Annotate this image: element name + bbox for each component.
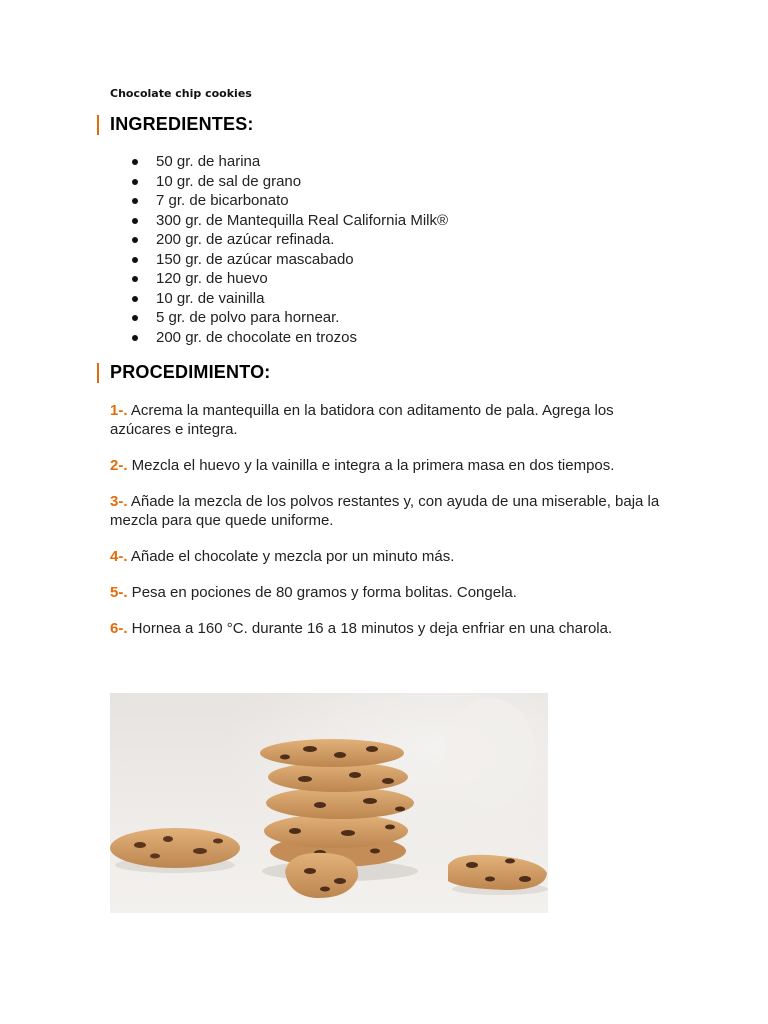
procedure-heading-text: PROCEDIMIENTO: (110, 362, 271, 382)
ingredient-item (132, 172, 448, 192)
ingredients-heading-text: INGREDIENTES: (110, 114, 254, 134)
heading-accent-bar (97, 115, 99, 135)
ingredient-item (132, 328, 448, 348)
ingredient-item (132, 269, 448, 289)
bullet-icon (132, 335, 138, 341)
bullet-icon (132, 159, 138, 165)
ingredient-text: 50 gr. de harina (156, 153, 261, 170)
step-text: Mezcla el huevo y la vainilla e integra a la primera masa en dos tiempos. (127, 457, 615, 474)
bullet-icon (132, 296, 138, 302)
bullet-icon (132, 276, 138, 282)
procedure-step (110, 456, 670, 475)
procedure-step (110, 547, 670, 566)
procedure-step (110, 619, 670, 638)
ingredient-text: 10 gr. de vainilla (156, 289, 265, 307)
cookies-photo (110, 693, 548, 913)
step-text: Hornea a 160 °C. durante 16 a 18 minutos y deja enfriar en una charola. (127, 620, 613, 637)
ingredient-item (132, 191, 448, 211)
step-number: 2-. (110, 457, 128, 474)
cookies-illustration (110, 693, 548, 913)
ingredient-item (132, 289, 448, 309)
step-number: 5-. (110, 584, 128, 601)
ingredient-item (132, 211, 448, 231)
step-number: 1-. (110, 402, 128, 419)
step-text: Añade la mezcla de los polvos restantes y, con ayuda de una miserable, baja la mezcla para que quede uniforme. (110, 493, 660, 529)
step-number: 6-. (110, 620, 128, 637)
ingredient-text: 200 gr. de azúcar refinada. (156, 231, 335, 248)
ingredient-text: 150 gr. de azúcar mascabado (156, 250, 354, 268)
ingredients-list (132, 152, 448, 347)
bullet-icon (132, 315, 138, 321)
ingredient-item (132, 230, 448, 250)
procedure-step (110, 583, 670, 602)
step-text: Acrema la mantequilla en la batidora con aditamento de pala. Agrega los azúcares e integra. (110, 402, 614, 438)
ingredient-text: 200 gr. de chocolate en trozos (156, 328, 357, 346)
step-text: Pesa en pociones de 80 gramos y forma bolitas. Congela. (127, 584, 517, 601)
ingredient-text: 120 gr. de huevo (156, 270, 268, 287)
ingredient-item (132, 308, 448, 328)
procedure-step (110, 401, 670, 439)
procedure-heading (97, 362, 270, 383)
step-text: Añade el chocolate y mezcla por un minuto más. (127, 548, 455, 565)
ingredient-text: 5 gr. de polvo para hornear. (156, 309, 340, 326)
ingredients-heading (97, 114, 254, 135)
procedure-steps (110, 401, 670, 638)
step-number: 4-. (110, 548, 128, 565)
ingredient-item (132, 250, 448, 270)
bullet-icon (132, 198, 138, 204)
bullet-icon (132, 257, 138, 263)
procedure-step (110, 492, 670, 530)
bullet-icon (132, 179, 138, 185)
step-number: 3-. (110, 493, 128, 510)
ingredient-text: 7 gr. de bicarbonato (156, 192, 289, 209)
ingredient-text: 300 gr. de Mantequilla Real California Milk® (156, 211, 449, 229)
document-title: Chocolate chip cookies (110, 87, 252, 100)
bullet-icon (132, 218, 138, 224)
ingredient-item (132, 152, 448, 172)
heading-accent-bar (97, 363, 99, 383)
ingredient-text: 10 gr. de sal de grano (156, 172, 302, 190)
bullet-icon (132, 237, 138, 243)
